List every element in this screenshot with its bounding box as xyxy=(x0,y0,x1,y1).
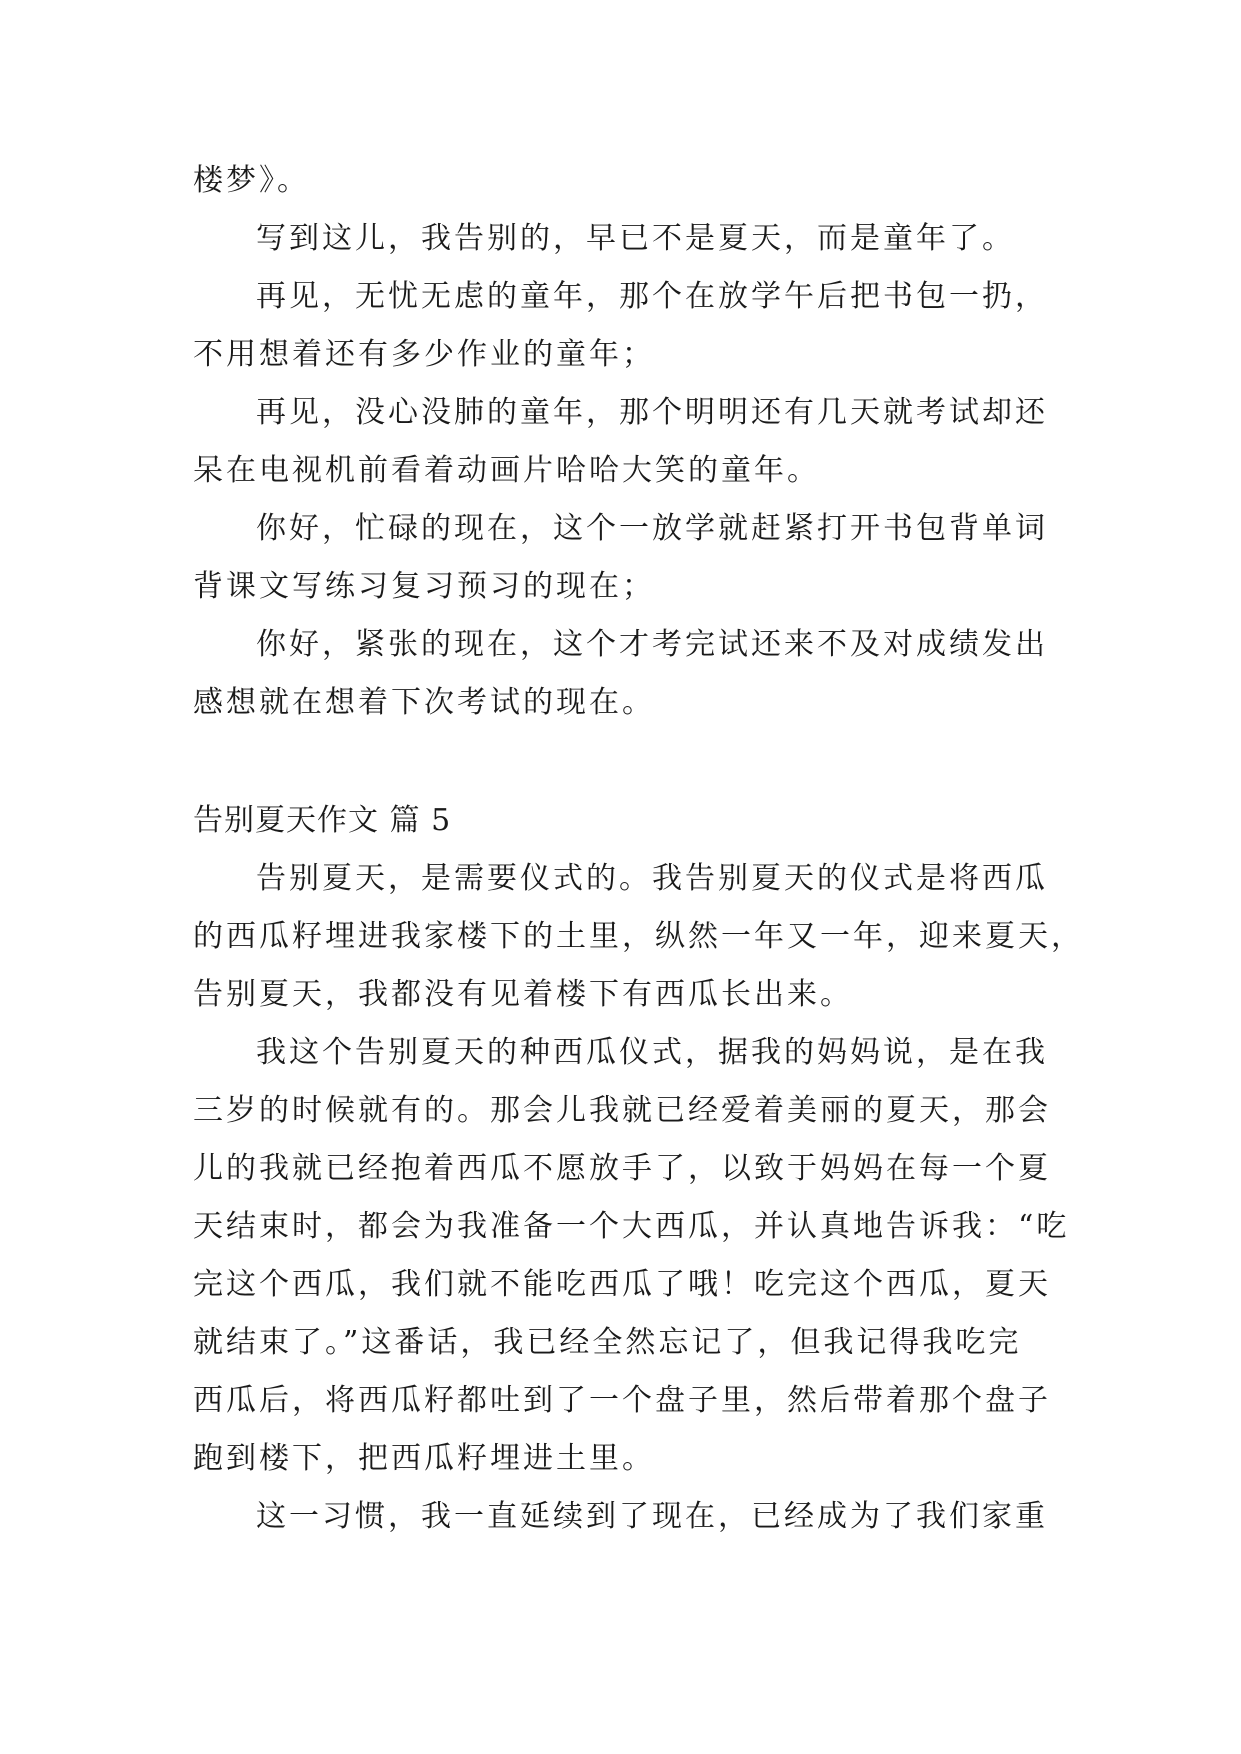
paragraph-line: 背课文写练习复习预习的现在； xyxy=(193,569,655,604)
paragraph-line: 跑到楼下，把西瓜籽埋进土里。 xyxy=(193,1441,655,1476)
paragraph-line: 楼梦》。 xyxy=(193,163,310,198)
paragraph-line: 三岁的时候就有的。那会儿我就已经爱着美丽的夏天，那会 xyxy=(193,1093,1051,1128)
paragraph-line: 儿的我就已经抱着西瓜不愿放手了，以致于妈妈在每一个夏 xyxy=(193,1151,1051,1186)
paragraph-line: 就结束了。”这番话，我已经全然忘记了，但我记得我吃完 xyxy=(193,1325,1022,1360)
paragraph-line: 感想就在想着下次考试的现在。 xyxy=(193,685,655,720)
section-title: 告别夏天作文 篇 5 xyxy=(193,803,452,838)
paragraph-line: 西瓜后，将西瓜籽都吐到了一个盘子里，然后带着那个盘子 xyxy=(193,1383,1051,1418)
paragraph-line: 再见，没心没肺的童年，那个明明还有几天就考试却还 xyxy=(256,395,1048,430)
paragraph-line: 写到这儿，我告别的，早已不是夏天，而是童年了。 xyxy=(256,221,1015,256)
paragraph-line: 再见，无忧无虑的童年，那个在放学午后把书包一扔， xyxy=(256,279,1048,314)
paragraph-line: 不用想着还有多少作业的童年； xyxy=(193,337,655,372)
paragraph-line: 告别夏天，是需要仪式的。我告别夏天的仪式是将西瓜 xyxy=(256,861,1048,896)
paragraph-line: 告别夏天，我都没有见着楼下有西瓜长出来。 xyxy=(193,977,853,1012)
paragraph-line: 你好，紧张的现在，这个才考完试还来不及对成绩发出 xyxy=(256,627,1048,662)
paragraph-line: 呆在电视机前看着动画片哈哈大笑的童年。 xyxy=(193,453,820,488)
paragraph-line: 天结束时，都会为我准备一个大西瓜，并认真地告诉我：“吃 xyxy=(193,1209,1070,1244)
paragraph-line: 这一习惯，我一直延续到了现在，已经成为了我们家重 xyxy=(256,1499,1048,1534)
paragraph-line: 的西瓜籽埋进我家楼下的土里，纵然一年又一年，迎来夏天， xyxy=(193,919,1084,954)
paragraph-line: 我这个告别夏天的种西瓜仪式，据我的妈妈说，是在我 xyxy=(256,1035,1048,1070)
paragraph-line: 完这个西瓜，我们就不能吃西瓜了哦！吃完这个西瓜，夏天 xyxy=(193,1267,1051,1302)
paragraph-line: 你好，忙碌的现在，这个一放学就赶紧打开书包背单词 xyxy=(256,511,1048,546)
